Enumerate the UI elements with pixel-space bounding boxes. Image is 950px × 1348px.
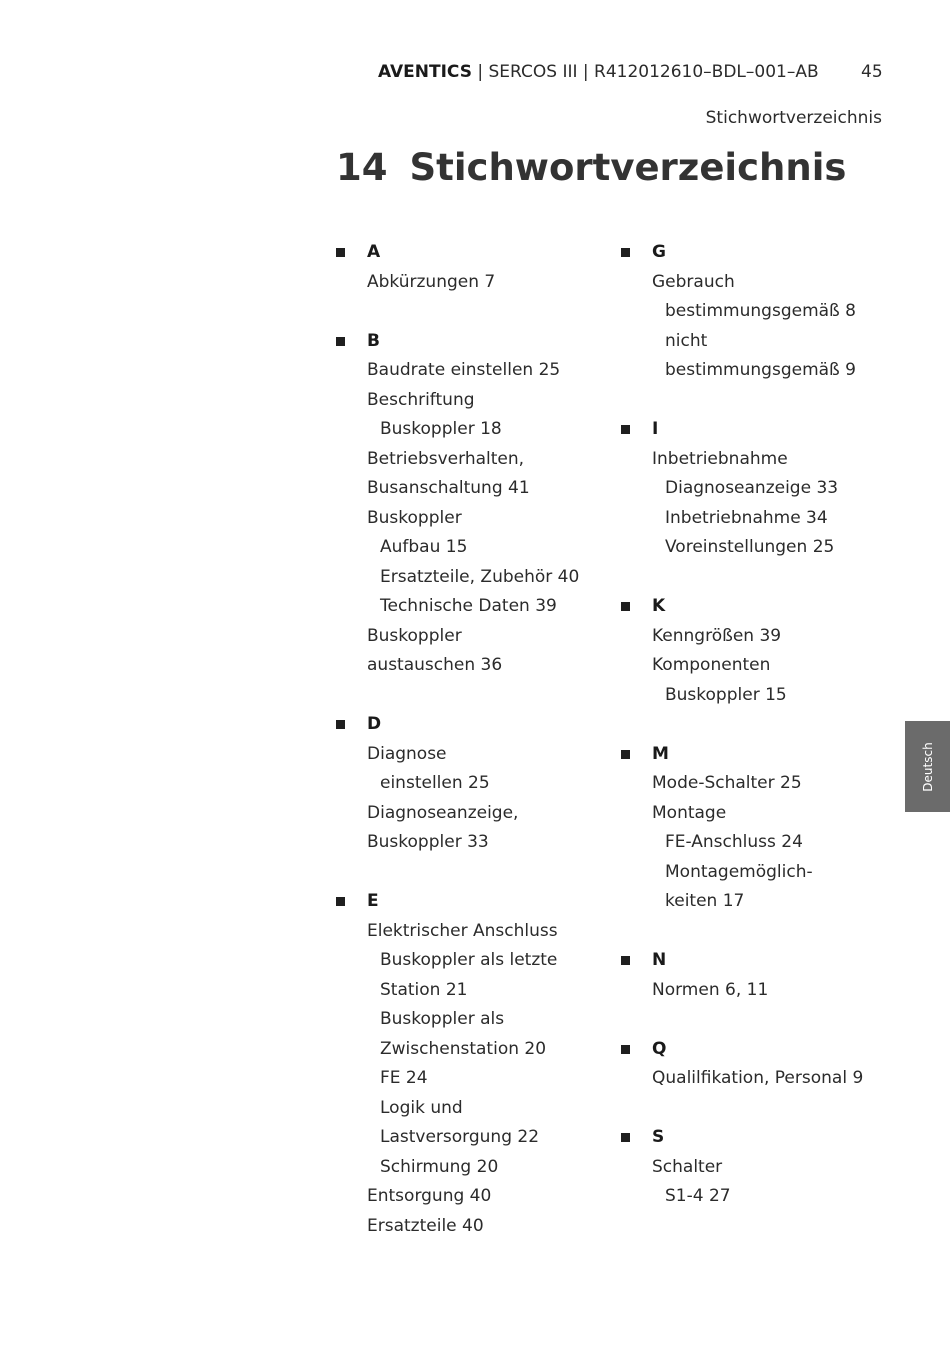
- index-subentry: nicht: [665, 330, 708, 351]
- index-letter: I: [652, 419, 659, 439]
- index-subentry: Technische Daten 39: [380, 596, 557, 616]
- index-entry: Betriebsverhalten,: [367, 448, 525, 469]
- index-column-right: [621, 238, 921, 1241]
- square-bullet-icon: [336, 897, 345, 906]
- index-group-k: [621, 592, 921, 710]
- index-letter: M: [652, 743, 669, 764]
- square-bullet-icon: [621, 750, 630, 759]
- index-entry: Buskoppler: [367, 507, 462, 528]
- index-entry: Beschriftung: [367, 389, 475, 410]
- section-label: Stichwortverzeichnis: [705, 108, 882, 128]
- index-subentry: Logik und: [380, 1097, 463, 1118]
- index-letter: A: [367, 242, 381, 262]
- index-subentry: Voreinstellungen 25: [665, 537, 835, 557]
- index-subentry: Inbetriebnahme 34: [665, 507, 828, 528]
- index-entry: Ersatzteile 40: [367, 1215, 484, 1236]
- index-subentry: Buskoppler als: [380, 1009, 505, 1029]
- index-group-m: [621, 740, 921, 917]
- index-entry: Abkürzungen 7: [367, 271, 496, 292]
- square-bullet-icon: [621, 1133, 630, 1142]
- index-entry: Buskoppler: [367, 625, 462, 646]
- index-letter-row: [621, 415, 921, 445]
- index-subentry: Schirmung 20: [380, 1156, 499, 1177]
- index-entry: Entsorgung 40: [367, 1186, 492, 1206]
- index-subentry: Ersatzteile, Zubehör 40: [380, 566, 580, 587]
- index-subentry: Station 21: [380, 979, 468, 1000]
- index-group-s: [621, 1123, 921, 1212]
- index-letter: G: [652, 242, 666, 262]
- index-subentry: Buskoppler 15: [665, 684, 787, 705]
- index-subentry: bestimmungsgemäß 8: [665, 301, 856, 321]
- index-letter-row: [621, 740, 921, 770]
- square-bullet-icon: [336, 720, 345, 729]
- index-subentry: einstellen 25: [380, 773, 490, 793]
- index-letter-row: [336, 887, 606, 917]
- index-subentry: Lastversorgung 22: [380, 1127, 540, 1147]
- index-letter: E: [367, 891, 379, 911]
- chapter-title: [336, 146, 846, 189]
- index-subentry: FE-Anschluss 24: [665, 832, 803, 852]
- index-letter: D: [367, 714, 382, 734]
- index-letter-row: [336, 327, 606, 357]
- index-entry: Schalter: [652, 1156, 723, 1177]
- index-entry: Mode-Schalter 25: [652, 773, 802, 793]
- language-tab-label: Deutsch: [920, 741, 935, 792]
- square-bullet-icon: [621, 1045, 630, 1054]
- index-entry: Inbetriebnahme: [652, 448, 788, 469]
- index-entry: Normen 6, 11: [652, 979, 769, 1000]
- index-entry: Diagnoseanzeige,: [367, 802, 519, 823]
- index-subentry: Buskoppler als letzte: [380, 950, 558, 970]
- language-tab[interactable]: [905, 721, 950, 812]
- index-letter: S: [652, 1127, 665, 1147]
- index-entry: Kenngrößen 39: [652, 625, 782, 646]
- index-letter-row: [336, 710, 606, 740]
- index-entry: Buskoppler 33: [367, 832, 489, 852]
- index-letter-row: [336, 238, 606, 268]
- index-letter: K: [652, 596, 666, 616]
- square-bullet-icon: [336, 248, 345, 257]
- index-entry: austauschen 36: [367, 655, 503, 675]
- index-group-q: [621, 1035, 921, 1094]
- running-header: [378, 62, 819, 82]
- index-entry: Busanschaltung 41: [367, 478, 530, 498]
- chapter-title-text: Stichwortverzeichnis: [409, 146, 847, 189]
- square-bullet-icon: [621, 248, 630, 257]
- index-column-left: [336, 238, 606, 1271]
- index-entry: Baudrate einstellen 25: [367, 360, 561, 380]
- index-group-e: [336, 887, 606, 1241]
- index-letter: Q: [652, 1038, 667, 1059]
- index-entry: Komponenten: [652, 655, 771, 675]
- index-letter-row: [621, 592, 921, 622]
- index-group-n: [621, 946, 921, 1005]
- index-letter-row: [621, 1123, 921, 1153]
- index-group-a: [336, 238, 606, 297]
- index-subentry: keiten 17: [665, 891, 745, 911]
- index-letter-row: [621, 238, 921, 268]
- index-subentry: Buskoppler 18: [380, 419, 502, 439]
- index-subentry: Diagnoseanzeige 33: [665, 478, 839, 498]
- index-subentry: S1-4 27: [665, 1186, 731, 1206]
- index-group-g: [621, 238, 921, 386]
- index-group-b: [336, 327, 606, 681]
- index-letter: N: [652, 950, 667, 970]
- index-group-d: [336, 710, 606, 858]
- chapter-number: 14: [336, 146, 388, 189]
- square-bullet-icon: [621, 602, 630, 611]
- index-subentry: bestimmungsgemäß 9: [665, 360, 856, 380]
- index-entry: Qualilfikation, Personal 9: [652, 1068, 864, 1088]
- square-bullet-icon: [621, 956, 630, 965]
- index-entry: Montage: [652, 802, 727, 823]
- square-bullet-icon: [621, 425, 630, 434]
- brand-name: AVENTICS: [378, 62, 472, 82]
- index-letter-row: [621, 1035, 921, 1065]
- index-entry: Gebrauch: [652, 271, 735, 292]
- index-subentry: Zwischenstation 20: [380, 1038, 547, 1059]
- square-bullet-icon: [336, 337, 345, 346]
- index-subentry: FE 24: [380, 1068, 428, 1088]
- index-group-i: [621, 415, 921, 563]
- index-subentry: Montagemöglich-: [665, 861, 813, 882]
- page-number: 45: [861, 62, 883, 82]
- index-entry: Diagnose: [367, 743, 447, 764]
- index-letter-row: [621, 946, 921, 976]
- document-id: | SERCOS III | R412012610–BDL–001–AB: [471, 62, 819, 82]
- index-entry: Elektrischer Anschluss: [367, 920, 558, 941]
- index-letter: B: [367, 330, 380, 351]
- index-subentry: Aufbau 15: [380, 537, 468, 557]
